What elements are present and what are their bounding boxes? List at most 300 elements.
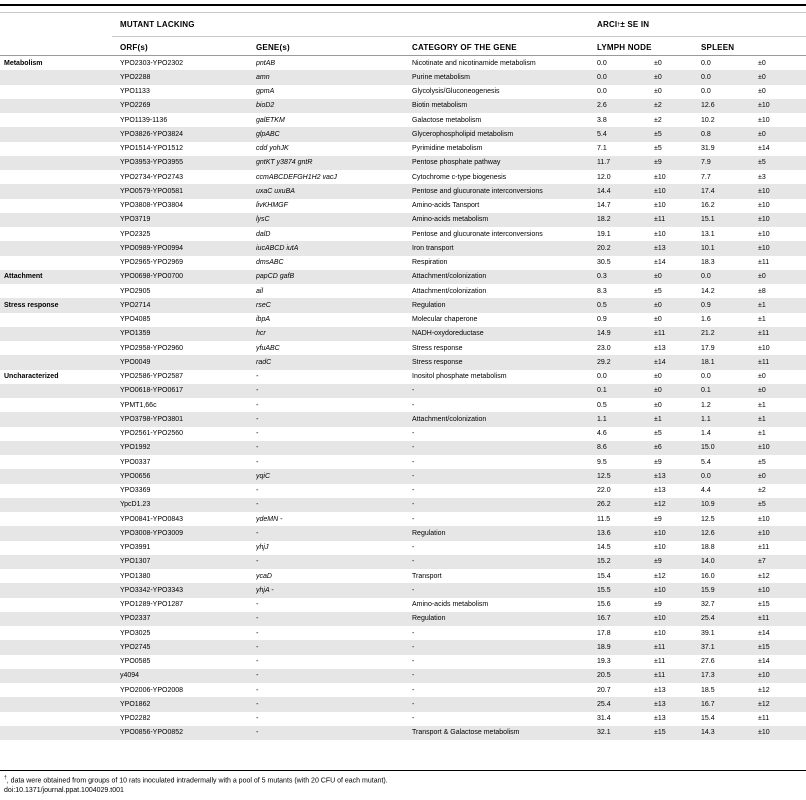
row-gene: yhjJ — [256, 544, 269, 552]
row-section — [4, 583, 114, 597]
row-spleen-se: ±11 — [758, 544, 770, 552]
row-spleen-value: 17.4 — [701, 187, 715, 195]
row-lymph-value: 22.0 — [597, 487, 611, 495]
row-gene: amn — [256, 73, 270, 81]
row-lymph-se: ±10 — [654, 615, 666, 623]
row-section — [4, 612, 114, 626]
row-orf: YPO3798-YPO3801 — [120, 415, 184, 423]
row-lymph-value: 12.5 — [597, 472, 611, 480]
table-row — [0, 712, 806, 726]
table-row — [0, 370, 806, 384]
row-gene: dmsABC — [256, 259, 284, 267]
row-section — [4, 441, 114, 455]
row-spleen-se: ±0 — [758, 73, 766, 81]
row-gene: rseC — [256, 301, 271, 309]
header-arci-prefix: ARCI — [597, 20, 618, 29]
row-gene: ycaD — [256, 572, 272, 580]
row-gene: - — [256, 529, 259, 537]
row-section — [4, 712, 114, 726]
table-row — [0, 184, 806, 198]
row-orf: YPO3991 — [120, 544, 151, 552]
row-orf: YPO2303-YPO2302 — [120, 59, 184, 67]
row-section — [4, 512, 114, 526]
row-orf: YPMT1,66c — [120, 401, 157, 409]
row-spleen-value: 0.0 — [701, 472, 711, 480]
table-body — [0, 55, 806, 740]
row-section — [4, 313, 114, 327]
row-orf: YPO3342-YPO3343 — [120, 586, 184, 594]
table-row — [0, 298, 806, 312]
row-section — [4, 256, 114, 270]
row-gene: - — [256, 601, 259, 609]
header-category: CATEGORY OF THE GENE — [412, 43, 517, 52]
row-lymph-value: 19.1 — [597, 230, 611, 238]
row-gene: - — [256, 629, 259, 637]
row-section — [4, 726, 114, 740]
row-lymph-value: 15.2 — [597, 558, 611, 566]
table-row — [0, 640, 806, 654]
row-category: Transport — [412, 572, 442, 580]
row-orf: YPO3826-YPO3824 — [120, 130, 184, 138]
row-gene: papCD gafB — [256, 273, 295, 281]
row-lymph-se: ±9 — [654, 515, 662, 523]
row-spleen-value: 27.6 — [701, 658, 715, 666]
row-spleen-se: ±8 — [758, 287, 766, 295]
row-lymph-value: 11.7 — [597, 159, 611, 167]
row-spleen-value: 10.1 — [701, 244, 715, 252]
row-section — [4, 184, 114, 198]
row-spleen-se: ±0 — [758, 273, 766, 281]
row-spleen-value: 37.1 — [701, 643, 715, 651]
row-spleen-value: 12.6 — [701, 102, 715, 110]
row-spleen-value: 1.2 — [701, 401, 711, 409]
row-section — [4, 113, 114, 127]
row-lymph-se: ±10 — [654, 629, 666, 637]
row-spleen-se: ±10 — [758, 187, 770, 195]
row-lymph-value: 9.5 — [597, 458, 607, 466]
row-category: Attachment/colonization — [412, 287, 487, 295]
row-spleen-value: 15.9 — [701, 586, 715, 594]
row-lymph-value: 18.2 — [597, 216, 611, 224]
header-spleen: SPLEEN — [701, 43, 735, 52]
row-spleen-value: 18.1 — [701, 358, 715, 366]
row-orf: YPO1359 — [120, 330, 151, 338]
row-orf: YPO2282 — [120, 715, 151, 723]
row-spleen-se: ±11 — [758, 330, 770, 338]
row-orf: YPO1992 — [120, 444, 151, 452]
table-row — [0, 612, 806, 626]
row-lymph-se: ±0 — [654, 387, 662, 395]
table-row — [0, 683, 806, 697]
header-arci-suffix: ± SE IN — [620, 20, 650, 29]
table-row — [0, 199, 806, 213]
row-category: - — [412, 430, 415, 438]
footnote-text: , data were obtained from groups of 10 rats inoculated intradermally with a pool of 5 mutants (with 20 CFU of each mutant). — [6, 777, 388, 785]
row-lymph-value: 26.2 — [597, 501, 611, 509]
row-category: Cytochrome c-type biogenesis — [412, 173, 507, 181]
row-section — [4, 341, 114, 355]
row-category: Galactose metabolism — [412, 116, 482, 124]
row-section — [4, 398, 114, 412]
table-row — [0, 526, 806, 540]
row-spleen-value: 0.0 — [701, 59, 711, 67]
row-spleen-se: ±10 — [758, 444, 770, 452]
row-gene: - — [256, 387, 259, 395]
row-section — [4, 327, 114, 341]
row-lymph-se: ±10 — [654, 544, 666, 552]
row-orf: YPO2288 — [120, 73, 151, 81]
row-lymph-se: ±6 — [654, 444, 662, 452]
row-section — [4, 498, 114, 512]
table-top-rule — [0, 4, 806, 6]
table-row — [0, 355, 806, 369]
row-lymph-se: ±11 — [654, 330, 666, 338]
row-category: Attachment/colonization — [412, 273, 487, 281]
row-lymph-value: 30.5 — [597, 259, 611, 267]
row-spleen-se: ±11 — [758, 358, 770, 366]
row-category: - — [412, 401, 415, 409]
row-lymph-se: ±0 — [654, 88, 662, 96]
row-orf: YPO2905 — [120, 287, 151, 295]
row-section — [4, 569, 114, 583]
row-gene: - — [256, 444, 259, 452]
row-gene: - — [256, 558, 259, 566]
row-lymph-se: ±9 — [654, 558, 662, 566]
row-lymph-value: 23.0 — [597, 344, 611, 352]
row-spleen-value: 15.0 — [701, 444, 715, 452]
row-lymph-value: 14.5 — [597, 544, 611, 552]
row-section — [4, 469, 114, 483]
table-row — [0, 726, 806, 740]
row-category: - — [412, 715, 415, 723]
row-orf: YPO1289-YPO1287 — [120, 601, 184, 609]
row-lymph-value: 4.6 — [597, 430, 607, 438]
row-orf: YPO2325 — [120, 230, 151, 238]
table-row — [0, 127, 806, 141]
table-row — [0, 441, 806, 455]
row-section — [4, 598, 114, 612]
row-spleen-se: ±11 — [758, 715, 770, 723]
row-spleen-value: 13.1 — [701, 230, 715, 238]
row-spleen-se: ±0 — [758, 130, 766, 138]
footnote-dagger: † — [4, 775, 7, 781]
row-orf: YPO1133 — [120, 88, 150, 96]
row-gene: - — [256, 686, 259, 694]
row-section — [4, 526, 114, 540]
table-row — [0, 598, 806, 612]
row-orf: YPO2965-YPO2969 — [120, 259, 184, 267]
row-orf: YPO4085 — [120, 316, 151, 324]
row-gene: ccmABCDEFGH1H2 vacJ — [256, 173, 337, 181]
header-arci — [597, 13, 797, 36]
row-spleen-se: ±10 — [758, 230, 770, 238]
row-category: Pentose phosphate pathway — [412, 159, 501, 167]
row-spleen-se: ±5 — [758, 458, 766, 466]
row-lymph-value: 15.5 — [597, 586, 611, 594]
row-spleen-value: 16.0 — [701, 572, 715, 580]
row-orf: YPO2561-YPO2560 — [120, 430, 184, 438]
row-lymph-value: 32.1 — [597, 729, 611, 737]
row-lymph-se: ±13 — [654, 344, 666, 352]
row-spleen-se: ±10 — [758, 515, 770, 523]
row-orf: YPO3369 — [120, 487, 151, 495]
row-spleen-se: ±5 — [758, 159, 766, 167]
row-category: Regulation — [412, 529, 446, 537]
row-gene: lysC — [256, 216, 270, 224]
row-section — [4, 99, 114, 113]
row-section — [4, 640, 114, 654]
row-spleen-value: 5.4 — [701, 458, 711, 466]
row-spleen-se: ±1 — [758, 301, 766, 309]
row-lymph-value: 8.6 — [597, 444, 607, 452]
row-spleen-value: 0.0 — [701, 88, 711, 96]
row-lymph-value: 3.8 — [597, 116, 607, 124]
table-row — [0, 142, 806, 156]
row-lymph-value: 0.0 — [597, 73, 607, 81]
table-row — [0, 85, 806, 99]
row-category: Amino-acids Tansport — [412, 202, 480, 210]
row-spleen-se: ±0 — [758, 59, 766, 67]
row-lymph-value: 0.5 — [597, 401, 607, 409]
row-category: - — [412, 700, 415, 708]
row-orf: YPO2734-YPO2743 — [120, 173, 184, 181]
row-lymph-value: 18.9 — [597, 643, 611, 651]
row-section — [4, 241, 114, 255]
row-spleen-value: 0.0 — [701, 373, 711, 381]
row-gene: gntKT y3874 gntR — [256, 159, 313, 167]
row-lymph-value: 1.1 — [597, 415, 607, 423]
table-row — [0, 341, 806, 355]
row-gene: - — [256, 700, 259, 708]
row-section — [4, 284, 114, 298]
row-lymph-value: 15.4 — [597, 572, 611, 580]
row-orf: YPO2714 — [120, 301, 151, 309]
table-row — [0, 697, 806, 711]
row-orf: YPO0698-YPO0700 — [120, 273, 184, 281]
row-lymph-se: ±11 — [654, 658, 666, 666]
row-category: Nicotinate and nicotinamide metabolism — [412, 59, 536, 67]
row-spleen-se: ±12 — [758, 572, 770, 580]
row-gene: ibpA — [256, 316, 271, 324]
row-orf: YpcD1.23 — [120, 501, 151, 509]
row-orf: YPO3008-YPO3009 — [120, 529, 184, 537]
row-category: Inositol phosphate metabolism — [412, 373, 507, 381]
row-spleen-value: 10.2 — [701, 116, 715, 124]
row-orf: YPO0856-YPO0852 — [120, 729, 184, 737]
table-row — [0, 56, 806, 70]
header-mutant-lacking: MUTANT LACKING — [120, 20, 195, 29]
table-row — [0, 170, 806, 184]
row-lymph-se: ±13 — [654, 700, 666, 708]
row-spleen-value: 7.9 — [701, 159, 711, 167]
row-section — [4, 555, 114, 569]
row-category: - — [412, 458, 415, 466]
row-lymph-se: ±9 — [654, 601, 662, 609]
row-spleen-value: 17.3 — [701, 672, 715, 680]
table-row — [0, 512, 806, 526]
row-spleen-se: ±10 — [758, 529, 770, 537]
row-gene: yfuABC — [256, 344, 280, 352]
row-gene: - — [256, 672, 259, 680]
row-spleen-value: 18.3 — [701, 259, 715, 267]
row-section — [4, 683, 114, 697]
row-lymph-se: ±14 — [654, 259, 666, 267]
row-lymph-value: 19.3 — [597, 658, 611, 666]
row-spleen-value: 18.5 — [701, 686, 715, 694]
row-orf: YPO2586-YPO2587 — [120, 373, 184, 381]
row-spleen-se: ±5 — [758, 501, 766, 509]
row-lymph-se: ±13 — [654, 244, 666, 252]
row-gene: - — [256, 658, 259, 666]
row-orf: YPO1139-1136 — [120, 116, 168, 124]
row-section — [4, 156, 114, 170]
row-gene: - — [256, 487, 259, 495]
row-spleen-value: 1.1 — [701, 415, 711, 423]
row-lymph-value: 15.6 — [597, 601, 611, 609]
row-spleen-se: ±3 — [758, 173, 766, 181]
row-lymph-se: ±5 — [654, 145, 662, 153]
row-spleen-se: ±14 — [758, 658, 770, 666]
row-spleen-se: ±2 — [758, 487, 766, 495]
row-lymph-se: ±0 — [654, 316, 662, 324]
row-gene: glpABC — [256, 130, 280, 138]
row-section — [4, 170, 114, 184]
row-gene: - — [256, 401, 259, 409]
header-gene: GENE(s) — [256, 43, 290, 52]
table-row — [0, 669, 806, 683]
row-spleen-value: 0.8 — [701, 130, 711, 138]
row-spleen-se: ±10 — [758, 729, 770, 737]
row-category: Purine metabolism — [412, 73, 470, 81]
row-lymph-value: 17.8 — [597, 629, 611, 637]
table-bottom-rule — [0, 770, 806, 771]
table-row — [0, 113, 806, 127]
row-gene: - — [256, 729, 259, 737]
row-lymph-value: 14.4 — [597, 187, 611, 195]
row-spleen-se: ±1 — [758, 316, 766, 324]
row-orf: YPO0579-YPO0581 — [120, 187, 184, 195]
row-spleen-se: ±11 — [758, 259, 770, 267]
row-category: - — [412, 501, 415, 509]
row-lymph-se: ±10 — [654, 586, 666, 594]
row-gene: - — [256, 643, 259, 651]
table-row — [0, 484, 806, 498]
row-lymph-value: 0.3 — [597, 273, 607, 281]
table-row — [0, 70, 806, 84]
row-orf: YPO3719 — [120, 216, 151, 224]
row-gene: livKHMGF — [256, 202, 288, 210]
row-section — [4, 142, 114, 156]
row-gene: ydeMN - — [256, 515, 283, 523]
row-lymph-se: ±10 — [654, 173, 666, 181]
row-lymph-value: 20.5 — [597, 672, 611, 680]
row-spleen-se: ±10 — [758, 216, 770, 224]
row-gene: galETKM — [256, 116, 285, 124]
row-spleen-se: ±10 — [758, 202, 770, 210]
row-section — [4, 626, 114, 640]
row-lymph-value: 8.3 — [597, 287, 607, 295]
row-spleen-se: ±14 — [758, 629, 770, 637]
row-lymph-value: 31.4 — [597, 715, 611, 723]
row-section — [4, 384, 114, 398]
row-lymph-value: 0.1 — [597, 387, 607, 395]
row-lymph-se: ±0 — [654, 273, 662, 281]
row-orf: YPO0841-YPO0843 — [120, 515, 184, 523]
row-category: Regulation — [412, 615, 446, 623]
row-section: Metabolism — [4, 59, 43, 67]
row-gene: - — [256, 501, 259, 509]
row-spleen-se: ±0 — [758, 373, 766, 381]
row-category: - — [412, 672, 415, 680]
row-lymph-se: ±0 — [654, 373, 662, 381]
table-row — [0, 327, 806, 341]
table-header — [0, 12, 806, 59]
row-lymph-se: ±2 — [654, 116, 662, 124]
row-category: Stress response — [412, 358, 463, 366]
row-category: Biotin metabolism — [412, 102, 468, 110]
row-lymph-se: ±5 — [654, 430, 662, 438]
row-lymph-se: ±15 — [654, 729, 666, 737]
row-lymph-value: 0.0 — [597, 59, 607, 67]
row-spleen-value: 0.9 — [701, 301, 711, 309]
row-gene: - — [256, 458, 259, 466]
doi-line: doi:10.1371/journal.ppat.1004029.t001 — [4, 787, 124, 794]
row-spleen-value: 10.9 — [701, 501, 715, 509]
row-section — [4, 455, 114, 469]
row-section — [4, 227, 114, 241]
row-category: NADH-oxydoreductase — [412, 330, 484, 338]
row-lymph-se: ±0 — [654, 301, 662, 309]
row-category: Pentose and glucuronate interconversions — [412, 230, 543, 238]
row-orf: YPO0656 — [120, 472, 151, 480]
row-category: - — [412, 472, 415, 480]
row-gene: yqiC — [256, 472, 271, 480]
row-lymph-se: ±1 — [654, 415, 662, 423]
row-spleen-se: ±7 — [758, 558, 766, 566]
row-lymph-se: ±0 — [654, 73, 662, 81]
row-gene: yhjA - — [256, 586, 274, 594]
row-lymph-value: 20.2 — [597, 244, 611, 252]
row-section — [4, 85, 114, 99]
row-category: - — [412, 658, 415, 666]
row-orf: YPO2006-YPO2008 — [120, 686, 184, 694]
row-orf: YPO2337 — [120, 615, 151, 623]
row-spleen-value: 17.9 — [701, 344, 715, 352]
row-spleen-value: 12.6 — [701, 529, 715, 537]
row-category: - — [412, 515, 415, 523]
row-gene: iucABCD iutA — [256, 244, 299, 252]
table-row — [0, 284, 806, 298]
row-section: Attachment — [4, 273, 43, 281]
row-category: Iron transport — [412, 244, 454, 252]
table-row — [0, 626, 806, 640]
row-spleen-value: 1.6 — [701, 316, 711, 324]
row-spleen-value: 0.0 — [701, 73, 711, 81]
row-section — [4, 655, 114, 669]
table-row — [0, 555, 806, 569]
row-lymph-se: ±10 — [654, 529, 666, 537]
row-category: Attachment/colonization — [412, 415, 487, 423]
row-spleen-value: 14.3 — [701, 729, 715, 737]
row-category: Pyrimidine metabolism — [412, 145, 483, 153]
row-spleen-value: 21.2 — [701, 330, 715, 338]
row-spleen-value: 16.2 — [701, 202, 715, 210]
row-spleen-se: ±10 — [758, 586, 770, 594]
table-row — [0, 427, 806, 441]
row-orf: YPO0337 — [120, 458, 151, 466]
row-orf: YPO3808-YPO3804 — [120, 202, 184, 210]
row-lymph-se: ±14 — [654, 358, 666, 366]
